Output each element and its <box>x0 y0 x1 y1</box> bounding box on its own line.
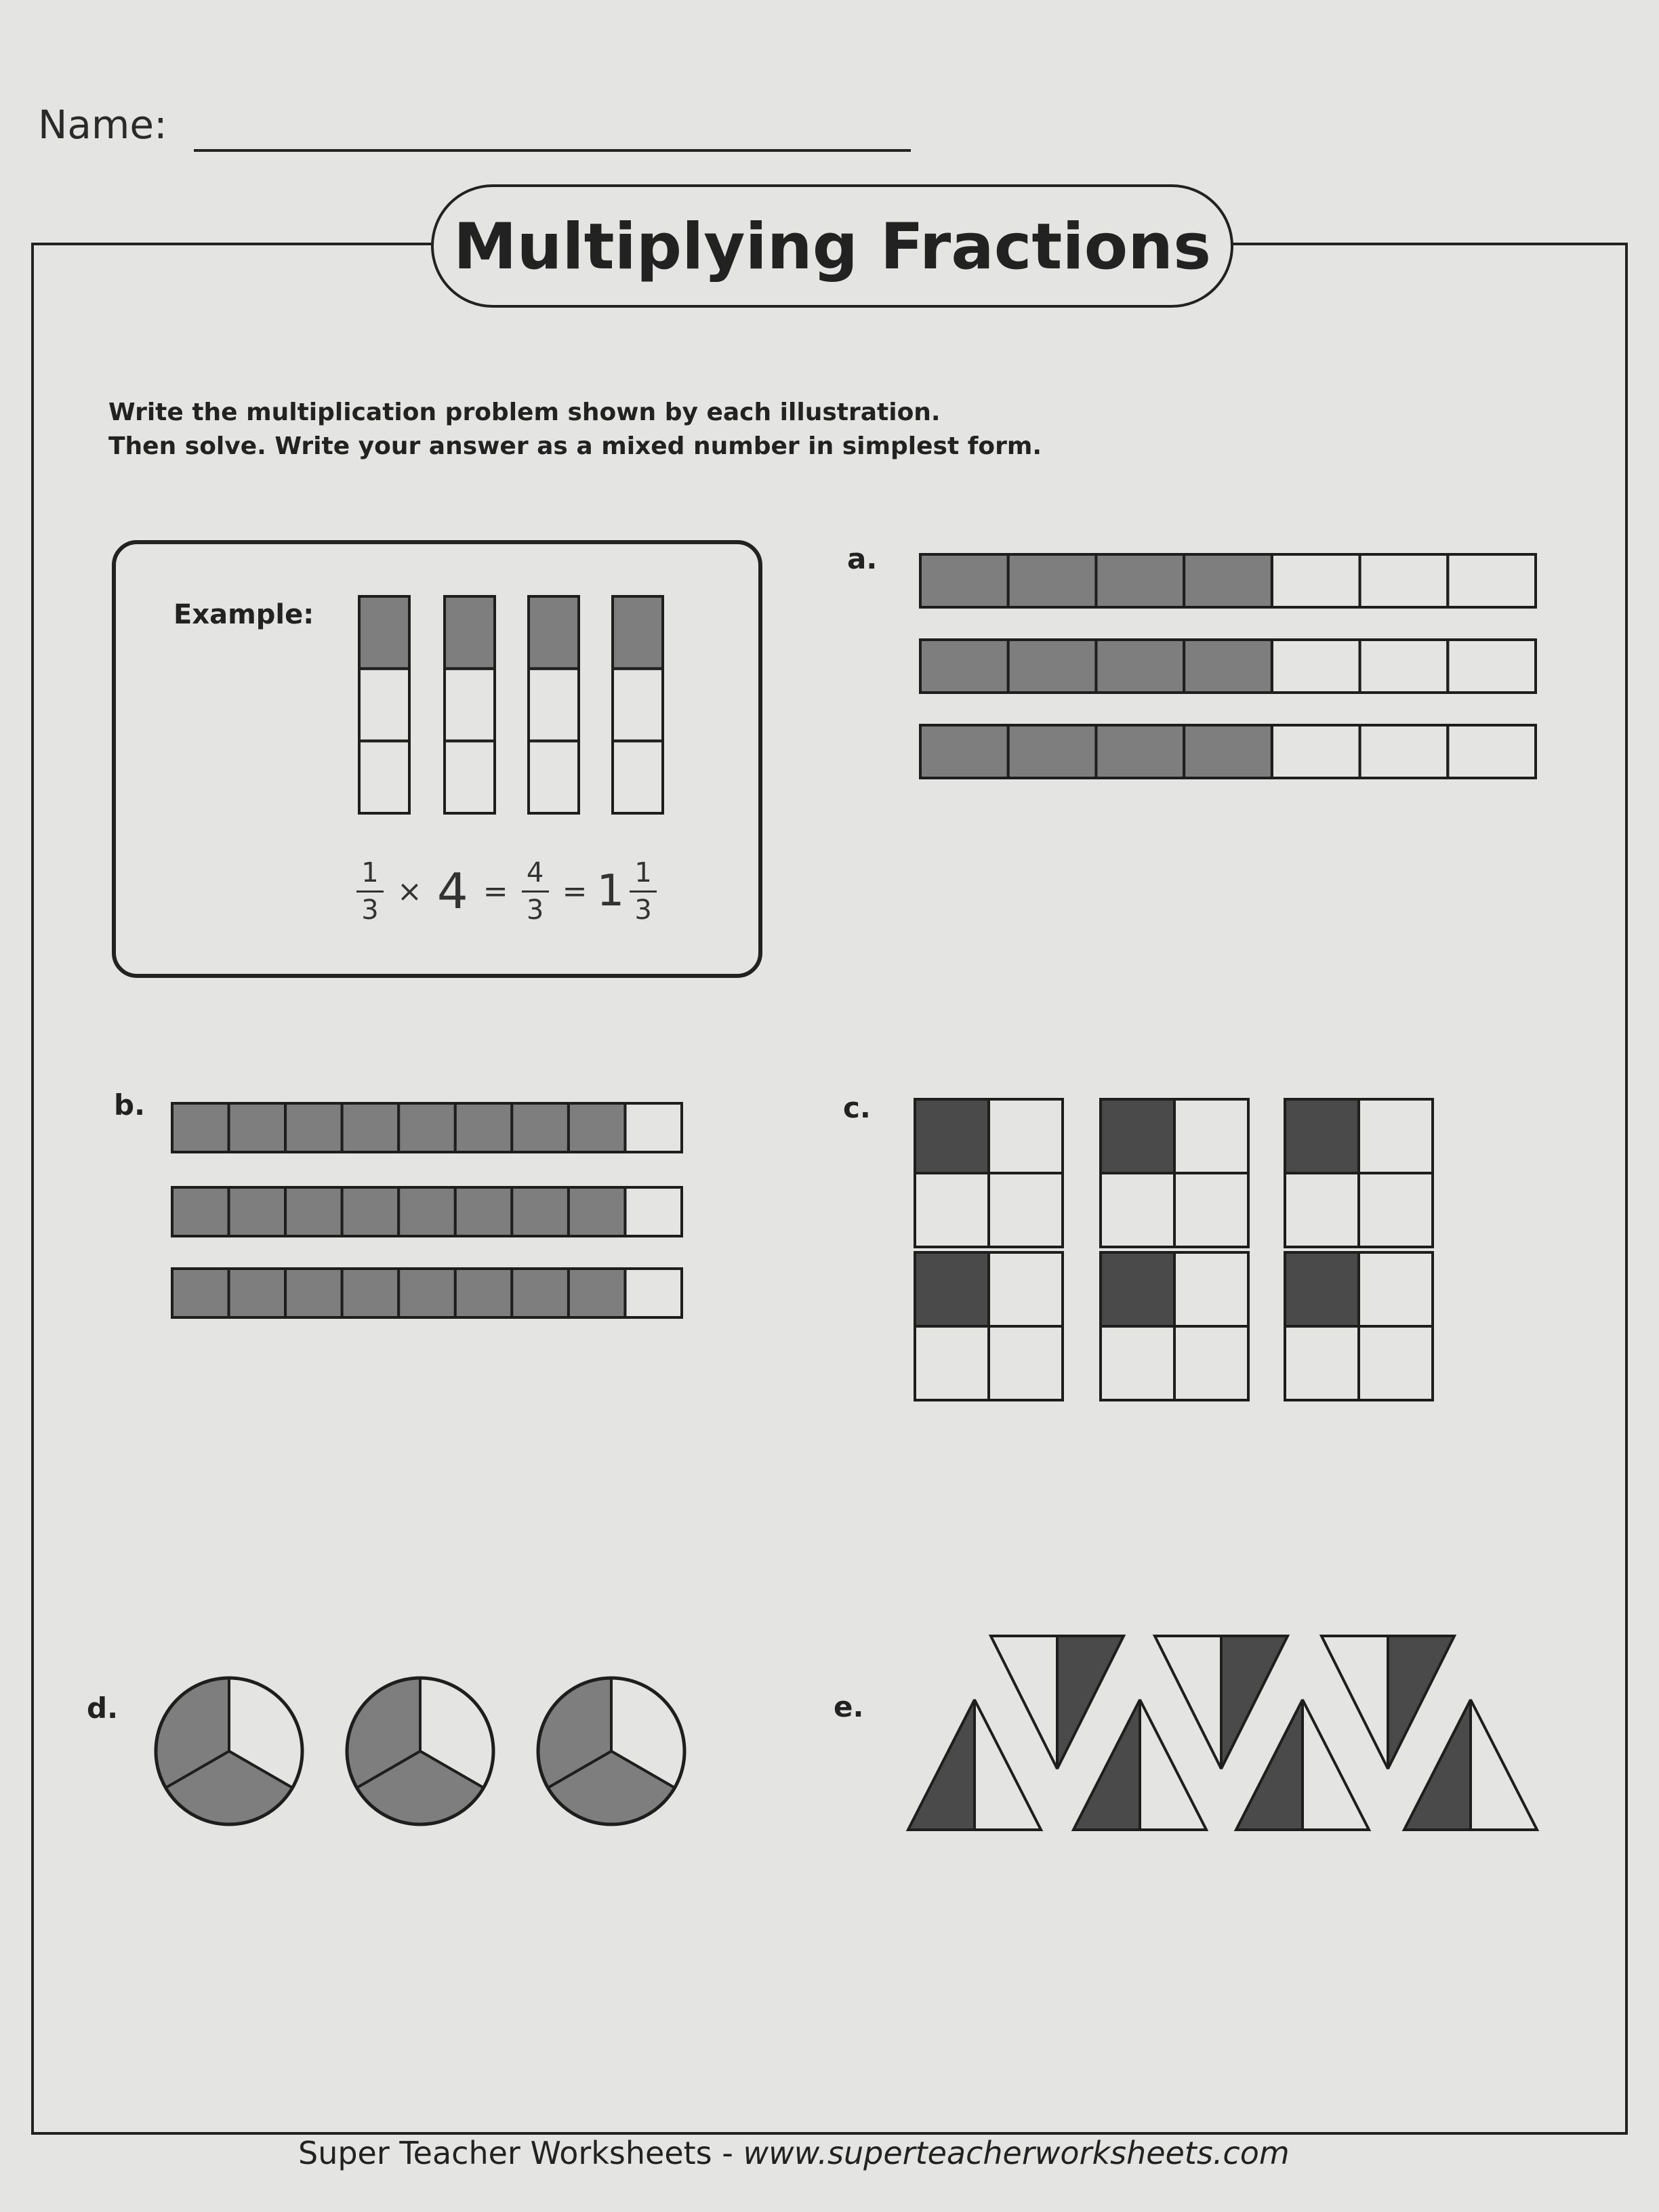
bar-part <box>1008 725 1097 778</box>
square-part <box>1174 1099 1248 1173</box>
fraction-bar <box>356 890 384 893</box>
problem-e-figure <box>908 1636 1537 1830</box>
square-part <box>1101 1326 1174 1400</box>
fraction-four-thirds <box>522 858 549 925</box>
problem-d-figure <box>156 1678 684 1824</box>
instructions <box>108 396 1042 464</box>
bar-part <box>1184 725 1272 778</box>
column-part <box>529 596 579 669</box>
bar-part <box>512 1187 569 1236</box>
column-part <box>529 669 579 741</box>
bar-part <box>342 1269 399 1317</box>
bar-part <box>285 1103 342 1152</box>
instructions-line-1: Write the multiplication problem shown by each illustration. <box>108 398 941 426</box>
bar-part <box>569 1103 626 1152</box>
bar-part <box>1096 725 1184 778</box>
name-label: Name: <box>38 102 167 148</box>
square-part <box>915 1252 989 1326</box>
worksheet-title: Multiplying Fractions <box>453 210 1212 284</box>
bar-part <box>920 725 1008 778</box>
bar-part <box>1096 640 1184 693</box>
footer-brand: Super Teacher Worksheets <box>298 2135 712 2171</box>
square-part <box>915 1326 989 1400</box>
square-part <box>1101 1173 1174 1247</box>
problem-e-label: e. <box>834 1690 864 1723</box>
bar-part <box>1096 554 1184 607</box>
triangle-half <box>1471 1700 1537 1830</box>
bar-part <box>398 1187 455 1236</box>
bar-part <box>1448 640 1536 693</box>
column-part <box>359 596 409 669</box>
bar-part <box>569 1269 626 1317</box>
column-part <box>613 596 663 669</box>
bar-part <box>920 640 1008 693</box>
bar-part <box>625 1269 682 1317</box>
bar-part <box>512 1103 569 1152</box>
column-part <box>529 741 579 813</box>
square-part <box>989 1099 1063 1173</box>
whole-number: 4 <box>436 863 468 920</box>
bar-part <box>398 1269 455 1317</box>
numerator: 1 <box>634 857 652 888</box>
bar-part <box>625 1103 682 1152</box>
column-part <box>359 741 409 813</box>
bar-part <box>1184 640 1272 693</box>
problem-b-figure <box>172 1103 682 1317</box>
bar-part <box>920 554 1008 607</box>
bar-part <box>172 1187 229 1236</box>
bar-part <box>455 1187 512 1236</box>
square-part <box>989 1173 1063 1247</box>
bar-part <box>1448 554 1536 607</box>
column-part <box>613 741 663 813</box>
square-part <box>1174 1326 1248 1400</box>
fraction-one-third <box>356 858 384 925</box>
square-part <box>1174 1252 1248 1326</box>
bar-part <box>342 1103 399 1152</box>
square-part <box>1174 1173 1248 1247</box>
square-part <box>1359 1326 1433 1400</box>
square-part <box>989 1252 1063 1326</box>
square-part <box>915 1173 989 1247</box>
bar-part <box>342 1187 399 1236</box>
mixed-fraction <box>630 858 657 925</box>
fraction-bar <box>522 890 549 893</box>
footer-url: www.superteacherworksheets.com <box>743 2135 1290 2171</box>
bar-part <box>285 1187 342 1236</box>
square-part <box>1359 1099 1433 1173</box>
numerator: 1 <box>361 857 379 888</box>
triangle-half <box>1322 1636 1388 1769</box>
bar-part <box>172 1269 229 1317</box>
problem-d-label: d. <box>87 1692 119 1725</box>
footer-separator: - <box>712 2135 743 2171</box>
bar-part <box>455 1269 512 1317</box>
problem-b-label: b. <box>114 1088 146 1122</box>
square-part <box>1101 1252 1174 1326</box>
bar-part <box>1184 554 1272 607</box>
bar-part <box>625 1187 682 1236</box>
square-part <box>915 1099 989 1173</box>
column-part <box>445 596 495 669</box>
example-equation <box>352 847 661 935</box>
denominator: 3 <box>526 894 544 926</box>
square-part <box>989 1326 1063 1400</box>
numerator: 4 <box>526 857 544 888</box>
denominator: 3 <box>361 894 379 926</box>
bar-part <box>285 1269 342 1317</box>
bar-part <box>569 1187 626 1236</box>
column-part <box>359 669 409 741</box>
bar-part <box>1272 640 1360 693</box>
column-part <box>445 669 495 741</box>
bar-part <box>1272 725 1360 778</box>
column-part <box>445 741 495 813</box>
mixed-whole: 1 <box>596 866 625 916</box>
square-part <box>1101 1099 1174 1173</box>
equals-sign: = <box>483 874 508 909</box>
footer <box>298 2135 1342 2171</box>
bar-part <box>398 1103 455 1152</box>
bar-part <box>512 1269 569 1317</box>
column-part <box>613 669 663 741</box>
bar-part <box>1008 640 1097 693</box>
square-part <box>1285 1252 1359 1326</box>
problem-c-label: c. <box>843 1091 871 1124</box>
equals-sign-2: = <box>562 874 588 909</box>
square-part <box>1285 1326 1359 1400</box>
instructions-line-2: Then solve. Write your answer as a mixed number in simplest form. <box>108 432 1042 460</box>
example-label: Example: <box>173 599 314 630</box>
square-part <box>1359 1173 1433 1247</box>
denominator: 3 <box>634 894 652 926</box>
problem-a-label: a. <box>847 542 878 575</box>
square-part <box>1359 1252 1433 1326</box>
bar-part <box>229 1269 286 1317</box>
example-figure <box>359 596 663 813</box>
triangle-half-shaded <box>908 1700 975 1830</box>
bar-part <box>1360 640 1448 693</box>
bar-part <box>1448 725 1536 778</box>
times-sign: × <box>397 874 422 909</box>
problem-c-figure <box>915 1099 1433 1400</box>
square-part <box>1285 1173 1359 1247</box>
square-part <box>1285 1099 1359 1173</box>
bar-part <box>229 1103 286 1152</box>
triangle-half <box>1303 1700 1369 1830</box>
bar-part <box>1360 554 1448 607</box>
problem-a-figure <box>920 554 1536 778</box>
bar-part <box>1272 554 1360 607</box>
bar-part <box>1008 554 1097 607</box>
fraction-bar <box>630 890 657 893</box>
bar-part <box>172 1103 229 1152</box>
bar-part <box>229 1187 286 1236</box>
bar-part <box>455 1103 512 1152</box>
bar-part <box>1360 725 1448 778</box>
